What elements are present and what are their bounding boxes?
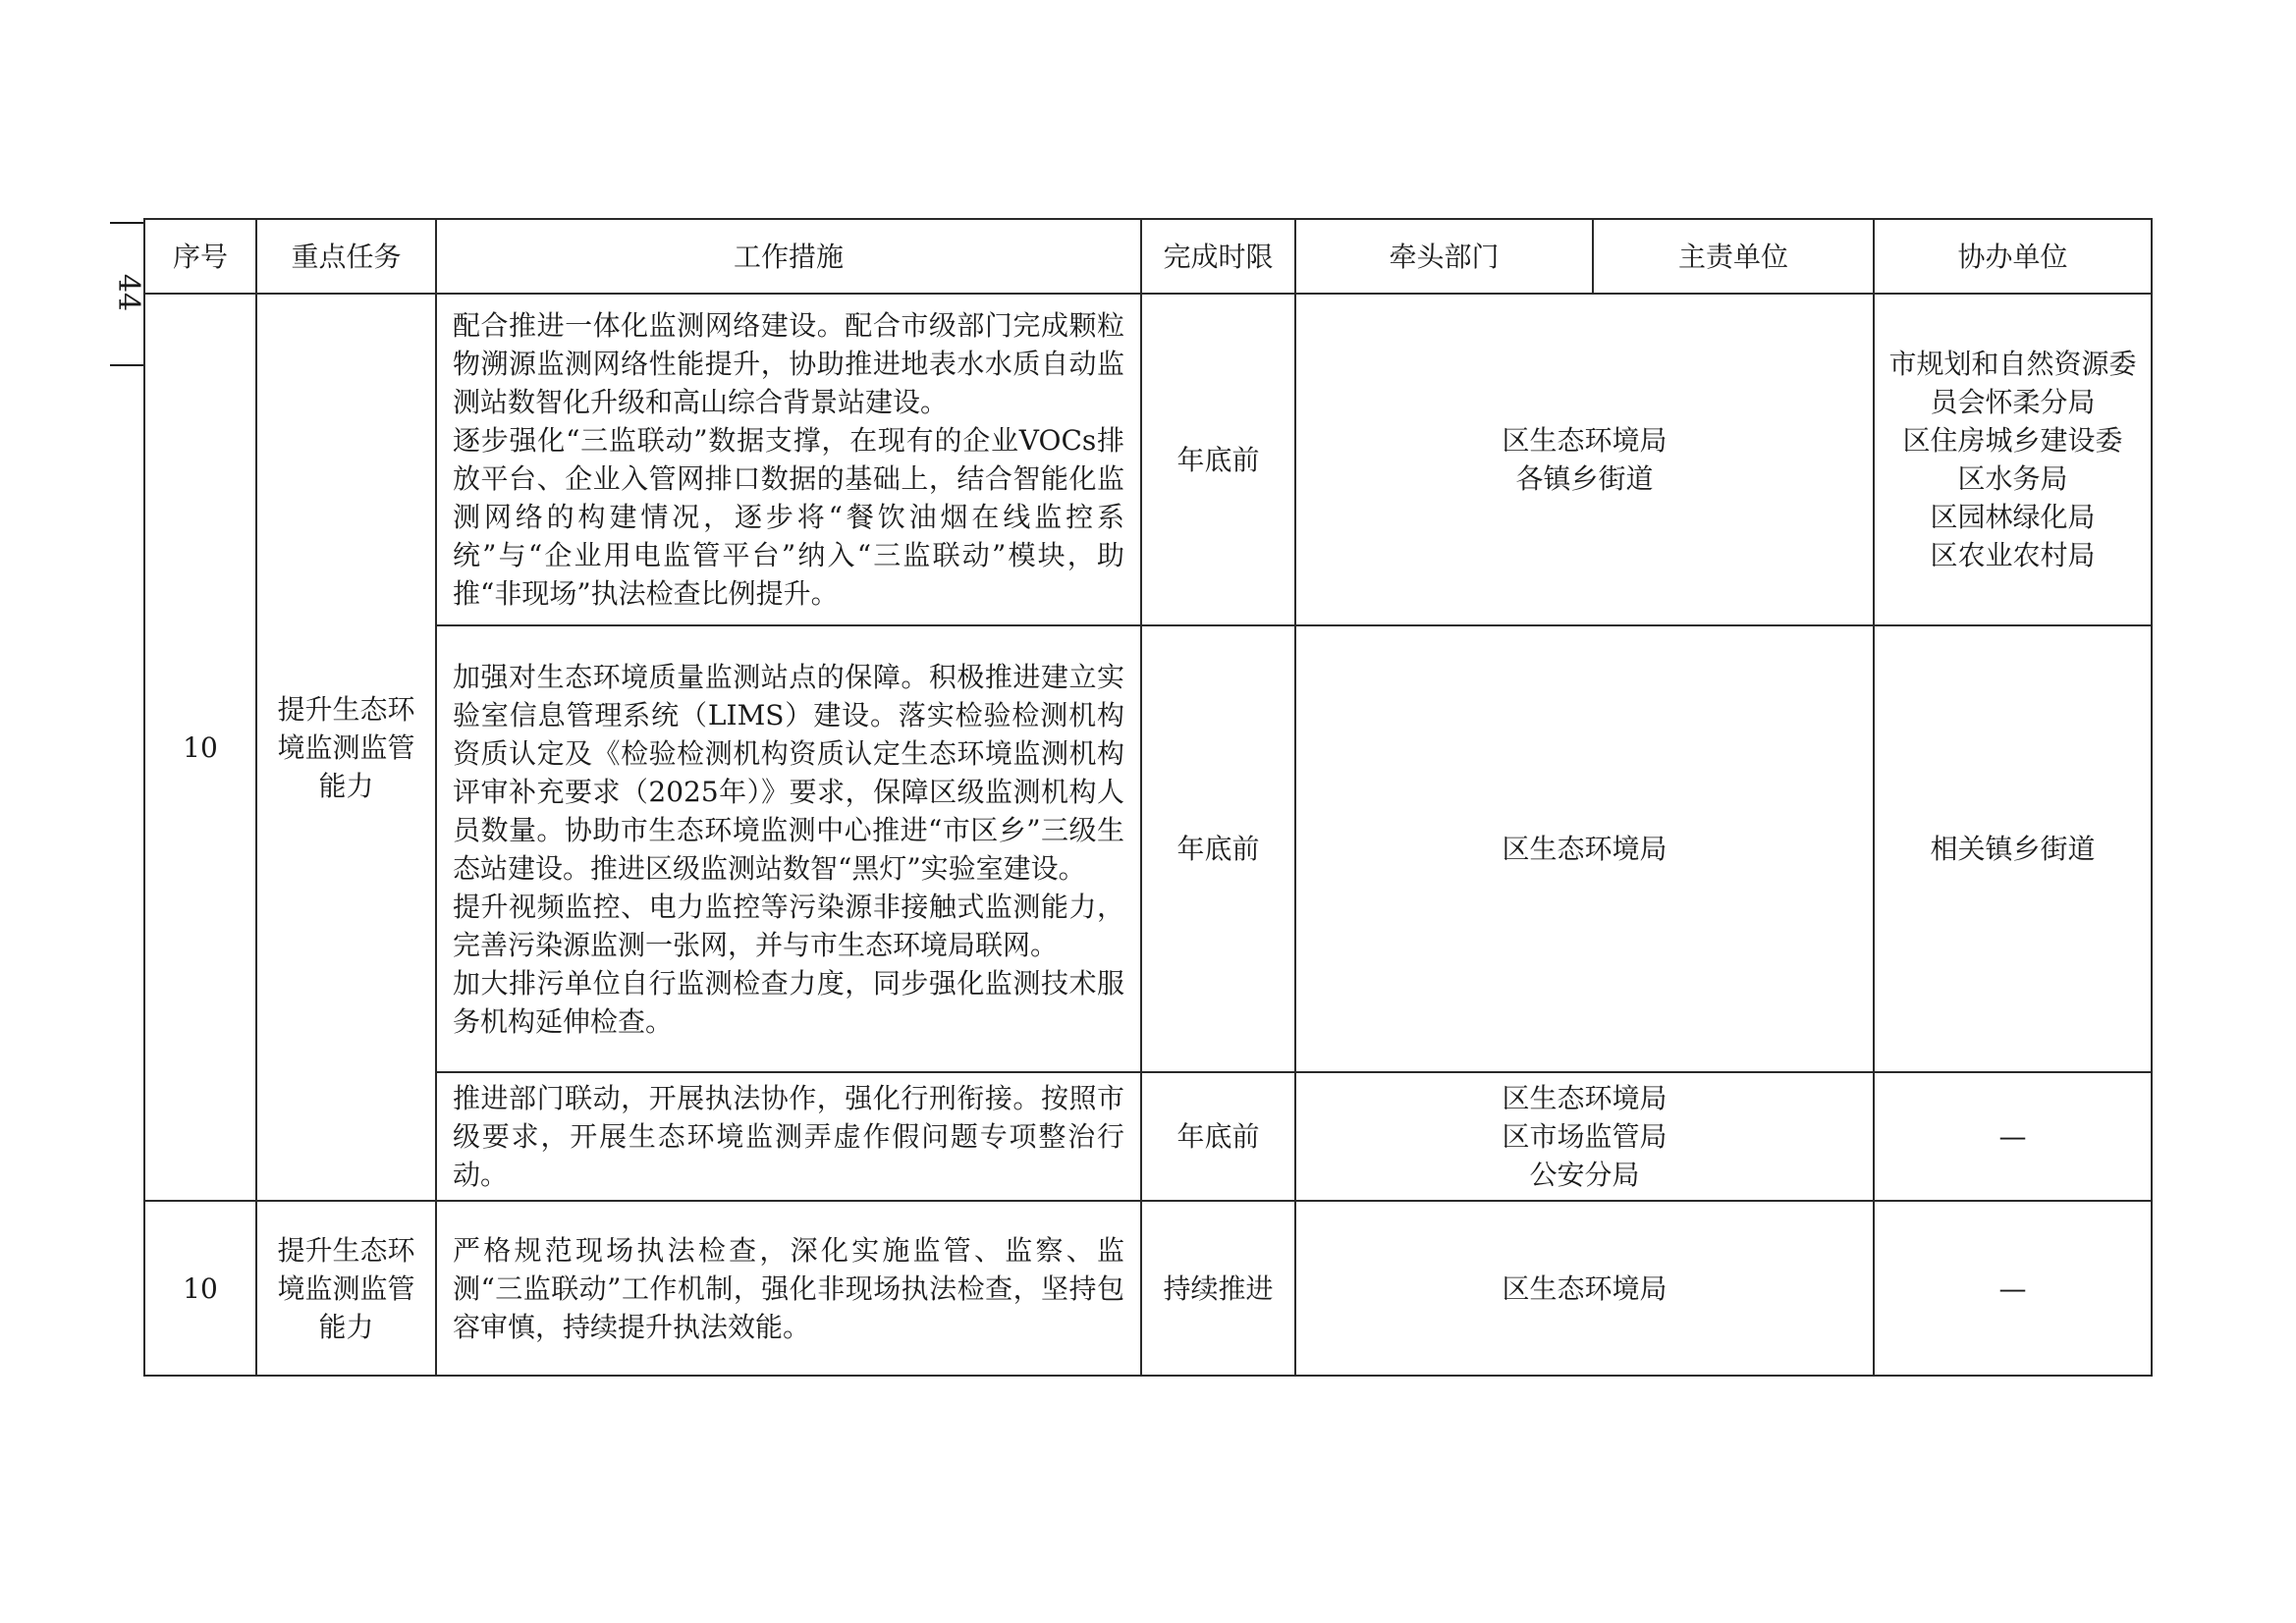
- page-number-dash-bottom: [110, 364, 145, 366]
- header-seq: 序号: [144, 219, 256, 294]
- seq-cell: 10: [144, 1201, 256, 1376]
- table-row: [144, 1201, 2152, 1376]
- table-row: [144, 1072, 2152, 1201]
- deadline-cell: 年底前: [1141, 294, 1295, 625]
- header-task: 重点任务: [256, 219, 436, 294]
- deadline-cell: 持续推进: [1141, 1201, 1295, 1376]
- deadline-cell: 年底前: [1141, 1072, 1295, 1201]
- assist-cell: —: [1874, 1201, 2152, 1376]
- header-measure: 工作措施: [436, 219, 1141, 294]
- task-cell: 提升生态环境监测监管能力: [256, 1201, 436, 1376]
- header-lead: 牵头部门: [1295, 219, 1593, 294]
- measure-cell: 推进部门联动，开展执法协作，强化行刑衔接。按照市级要求，开展生态环境监测弄虚作假问题专项整治行动。: [436, 1072, 1141, 1201]
- header-deadline: 完成时限: [1141, 219, 1295, 294]
- assist-cell: —: [1874, 1072, 2152, 1201]
- page-number-dash-top: [110, 222, 145, 224]
- assist-cell: 相关镇乡街道: [1874, 625, 2152, 1072]
- lead-cell: 区生态环境局 各镇乡街道: [1295, 294, 1874, 625]
- page-number-text: 44: [111, 273, 145, 312]
- measure-cell: 加强对生态环境质量监测站点的保障。积极推进建立实验室信息管理系统（LIMS）建设。落实检验检测机构资质认定及《检验检测机构资质认定生态环境监测机构评审补充要求（2025年）》要求，保障区级监测机构人员数量。协助市生态环境监测中心推进“市区乡”三级生态站建设。推进区级监测站数智“黑灯”实验室建设。 提升视频监控、电力监控等污染源非接触式监测能力，完善污染源监测一张网，并与市生态环境局联网。 加大排污单位自行监测检查力度，同步强化监测技术服务机构延伸检查。: [436, 625, 1141, 1072]
- task-table: [143, 218, 2153, 1377]
- lead-cell: 区生态环境局: [1295, 625, 1874, 1072]
- header-assist: 协办单位: [1874, 219, 2152, 294]
- measure-cell: 严格规范现场执法检查，深化实施监管、监察、监测“三监联动”工作机制，强化非现场执法检查，坚持包容审慎，持续提升执法效能。: [436, 1201, 1141, 1376]
- task-cell: 提升生态环境监测监管能力: [256, 294, 436, 1201]
- assist-cell: 市规划和自然资源委员会怀柔分局 区住房城乡建设委 区水务局 区园林绿化局 区农业农村局: [1874, 294, 2152, 625]
- table-header-row: [144, 219, 2152, 294]
- lead-cell: 区生态环境局: [1295, 1201, 1874, 1376]
- table-row: [144, 625, 2152, 1072]
- deadline-cell: 年底前: [1141, 625, 1295, 1072]
- header-responsible: 主责单位: [1593, 219, 1874, 294]
- table-row: [144, 294, 2152, 625]
- measure-cell: 配合推进一体化监测网络建设。配合市级部门完成颗粒物溯源监测网络性能提升，协助推进地表水水质自动监测站数智化升级和高山综合背景站建设。 逐步强化“三监联动”数据支撑，在现有的企业VOCs排放平台、企业入管网排口数据的基础上，结合智能化监测网络的构建情况，逐步将“餐饮油烟在线监控系统”与“企业用电监管平台”纳入“三监联动”模块，助推“非现场”执法检查比例提升。: [436, 294, 1141, 625]
- lead-cell: 区生态环境局 区市场监管局 公安分局: [1295, 1072, 1874, 1201]
- seq-cell: 10: [144, 294, 256, 1201]
